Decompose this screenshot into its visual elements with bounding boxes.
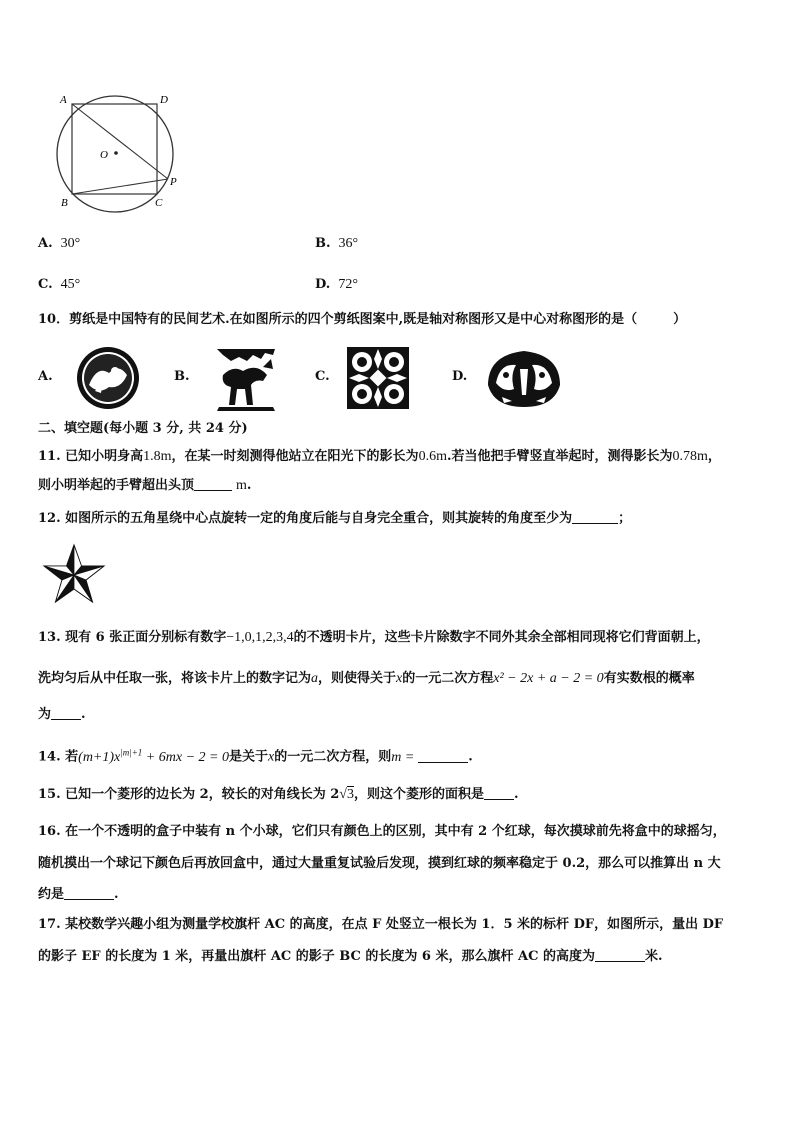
option-label: C. — [38, 277, 53, 292]
papercut-a-image[interactable] — [75, 345, 141, 411]
q13-text-d: ，则使得关于 — [318, 671, 397, 686]
q13-numbers: −1,0,1,2,3,4 — [226, 630, 294, 645]
q9-option-c[interactable] — [38, 277, 80, 293]
q10-text: 10．剪纸是中国特有的民间艺术.在如图所示的四个剪纸图案中,既是轴对称图形又是中心对称图形的是（ — [38, 312, 638, 327]
q11-text-b: ，在某一时刻测得他站立在阳光下的影长为 — [171, 449, 419, 464]
option-label: B. — [315, 236, 331, 251]
q13-line1 — [38, 629, 710, 647]
q13-line3 — [38, 706, 86, 724]
q11-answer-blank[interactable] — [194, 478, 232, 491]
q9-option-a[interactable] — [38, 236, 80, 252]
q13-text-b: 的不透明卡片，这些卡片除数字不同外其余全部相同现将它们背面朝上， — [293, 630, 710, 645]
q17-line2 — [38, 948, 663, 966]
q14-exponent: |m|+1 — [120, 747, 143, 757]
q11-text-a: 11. 已知小明身高 — [38, 449, 144, 464]
q11-line1 — [38, 448, 721, 466]
option-label: A. — [38, 236, 53, 251]
q13-text-g: 为 — [38, 707, 52, 722]
circle-square-figure — [50, 88, 185, 216]
label-P: P — [170, 176, 177, 188]
q15-text-a: 15. 已知一个菱形的边长为 2，较长的对角线长为 2 — [38, 787, 340, 802]
q14-end: . — [468, 749, 473, 765]
label-C: C — [155, 197, 163, 209]
q10-stem — [38, 311, 686, 329]
center-dot — [114, 151, 118, 155]
q14-text-b: 是关于 — [228, 749, 268, 765]
inscribed-square — [72, 104, 157, 194]
q17-unit: 米. — [644, 949, 663, 964]
q12-text: 12. 如图所示的五角星绕中心点旋转一定的角度后能与自身完全重合，则其旋转的角度至少为 — [38, 511, 573, 526]
q14-text-a: 14. 若 — [38, 749, 79, 765]
q10-option-b-label[interactable]: B. — [174, 369, 190, 384]
q11-text-d: ， — [707, 449, 721, 464]
q17-line1: 17. 某校数学兴趣小组为测量学校旗杆 AC 的高度，在点 F 处竖立一根长为 1．5 米的标杆 DF，如图所示，量出 DF — [38, 917, 724, 932]
q15-text-b: ，则这个菱形的面积是 — [353, 787, 484, 802]
q13-line2 — [38, 670, 695, 688]
q12-answer-blank[interactable] — [572, 511, 618, 524]
q14-expr-rest: + 6mx − 2 = 0 — [142, 749, 229, 765]
papercut-d-image[interactable] — [484, 345, 564, 411]
q17-answer-blank[interactable] — [595, 949, 645, 962]
option-value: 45° — [60, 277, 81, 292]
q16-line2: 随机摸出一个球记下颜色后再放回盒中，通过大量重复试验后发现，摸到红球的频率稳定于 0.2，那么可以推算出 n 大 — [38, 856, 721, 871]
q12-stem — [38, 510, 631, 528]
q14-m-eq: m = — [391, 749, 415, 765]
q16-end: . — [114, 887, 119, 902]
q9-option-d[interactable] — [315, 277, 358, 293]
option-value: 36° — [338, 236, 359, 251]
label-D: D — [160, 94, 168, 106]
segment-BP — [72, 179, 168, 194]
papercut-c-image[interactable] — [345, 345, 411, 411]
q14-expr-base: (m+1)x — [78, 749, 121, 765]
q15-answer-blank[interactable] — [484, 787, 514, 800]
q11-end: . — [246, 478, 252, 493]
label-A: A — [60, 94, 67, 106]
q11-height: 1.8m — [143, 449, 172, 464]
q14-expr — [78, 747, 229, 765]
q10-option-c-label[interactable]: C. — [315, 369, 330, 384]
q15-radicand: 3 — [346, 787, 354, 802]
segment-AP — [72, 104, 168, 179]
q11-line2 — [38, 477, 251, 495]
q11-text-e: 则小明举起的手臂超出头顶 — [38, 478, 195, 493]
q13-var-x: x — [396, 671, 403, 686]
q10-close: ） — [673, 312, 687, 327]
q13-equation: x² − 2x + a − 2 = 0 — [493, 671, 604, 686]
q16-text: 约是 — [38, 887, 65, 902]
q13-end: . — [81, 707, 86, 722]
q13-text-e: 的一元二次方程 — [402, 671, 494, 686]
five-point-star-figure — [42, 543, 106, 605]
label-O: O — [100, 149, 108, 161]
q13-answer-blank[interactable] — [51, 707, 81, 720]
q10-option-d-label[interactable]: D. — [452, 369, 468, 384]
q16-answer-blank[interactable] — [64, 887, 114, 900]
q13-text-f: 有实数根的概率 — [603, 671, 695, 686]
q11-shadow1: 0.6m — [418, 449, 447, 464]
q15-sqrt: √3 — [339, 787, 354, 802]
q11-unit: m — [236, 478, 247, 493]
option-label: D. — [315, 277, 331, 292]
q16-line3 — [38, 886, 119, 904]
q14-text-c: 的一元二次方程，则 — [274, 749, 392, 765]
q15-stem — [38, 786, 519, 804]
q16-line1: 16. 在一个不透明的盒子中装有 n 个小球，它们只有颜色上的区别，其中有 2 个红球，每次摸球前先将盒中的球摇匀， — [38, 824, 726, 839]
q15-end: . — [514, 787, 519, 802]
q10-option-a-label[interactable]: A. — [38, 369, 53, 384]
option-value: 30° — [60, 236, 81, 251]
section-heading: 二、填空题(每小题 3 分, 共 24 分) — [38, 421, 248, 436]
q11-text-c: .若当他把手臂竖直举起时，测得影长为 — [446, 449, 673, 464]
q13-text-a: 13. 现有 6 张正面分别标有数字 — [38, 630, 227, 645]
q13-text-c: 洗均匀后从中任取一张，将该卡片上的数字记为 — [38, 671, 312, 686]
q17-text: 的影子 EF 的长度为 1 米，再量出旗杆 AC 的影子 BC 的长度为 6 米，那么旗杆 AC 的高度为 — [38, 949, 595, 964]
papercut-b-image[interactable] — [213, 345, 279, 413]
label-B: B — [61, 197, 68, 209]
q9-option-b[interactable] — [315, 236, 358, 252]
q14-stem — [38, 743, 473, 767]
option-value: 72° — [338, 277, 358, 292]
q14-answer-blank[interactable] — [418, 750, 468, 763]
q13-var-a: a — [311, 671, 319, 686]
q12-end: ； — [618, 511, 632, 526]
q11-shadow2: 0.78m — [672, 449, 708, 464]
q14-var-x: x — [267, 749, 275, 765]
